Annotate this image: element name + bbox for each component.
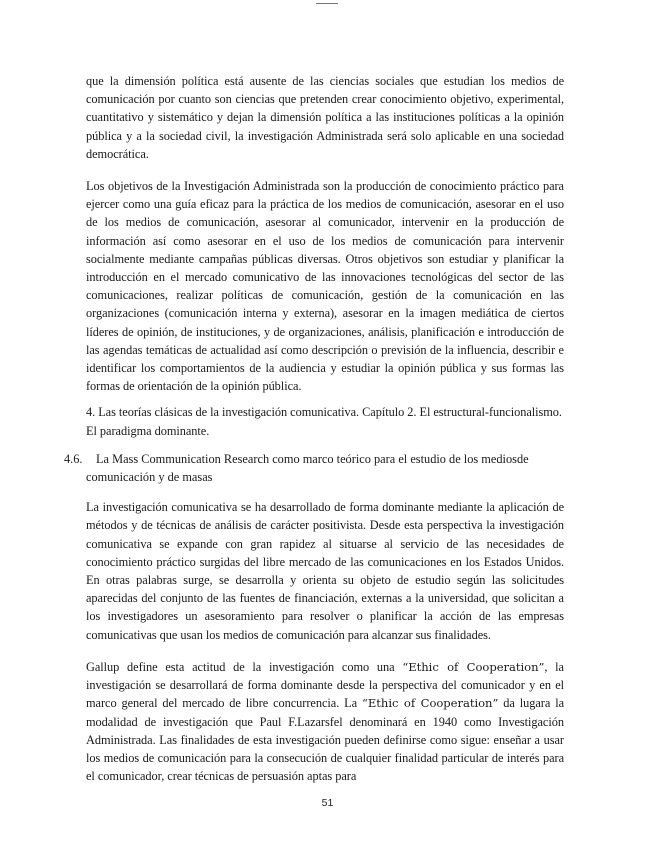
page-number: 51 [321, 797, 334, 809]
paragraph-1: que la dimensión política está ausente de las ciencias sociales que estudian los medios de comunicación por cuanto son ciencias que pretenden crear conocimiento objetivo, experimental, cuantitativo y sistemático y dejan la dimensión política a las instituciones políticas a la opinión pública y a la sociedad civil, la investigación Administrada será solo aplicable en una sociedad democrática. [86, 74, 564, 161]
body-text [64, 72, 564, 785]
chapter-reference: 4. Las teorías clásicas de la investigación comunicativa. Capítulo 2. El estructural-funcionalismo. El paradigma dominante. [86, 405, 562, 438]
section-number: 4.6. [64, 451, 83, 466]
section-title: La Mass Communication Research como marco teórico para el estudio de los mediosde comunicación y de masas [86, 451, 529, 485]
section-heading [64, 450, 564, 486]
paragraph-5-part-a: Gallup define esta actitud de la investigación como una [86, 659, 403, 674]
paragraph-5-part-c: da lugara la modalidad de investigación que Paul F.Lazarsfel denominará en 1940 como Investigación Administrada. Las finalidades de esta investigación pueden definirse como sigue: enseñar a usar los medios de comunicación para la consecución de cualquier finalidad particular de interés para el comunicador, crear técnicas de persuasión aptas para [86, 696, 564, 784]
ethic-of-cooperation-term-2: “Ethic of Cooperation” [362, 696, 499, 711]
header-rule [316, 0, 338, 4]
paragraph-5-part-b: , la investigación se desarrollará de forma dominante desde la perspectiva del comunicador y en el marco general del mercado de libre concurrencia. La [86, 659, 564, 711]
ethic-of-cooperation-term: “Ethic of Cooperation” [402, 659, 545, 674]
paragraph-4: La investigación comunicativa se ha desarrollado de forma dominante mediante la aplicación de métodos y de técnicas de análisis de carácter positivista. Desde esta perspectiva la investigación comunicativa se expande con gran rapidez al situarse al servicio de las necesidades de conocimiento práctico surgidas del libre mercado de las comunicaciones en los Estados Unidos. En otras palabras surge, se desarrolla y orienta su objeto de estudio según las solicitudes aparecidas del conjunto de las fuentes de financiación, externas a la universidad, que solicitan a los investigadores un asesoramiento para resolver o planificar la acción de las empresas comunicativas que usan los medios de comunicación para alcanzar sus finalidades. [86, 500, 564, 642]
paragraph-2: Los objetivos de la Investigación Administrada son la producción de conocimiento práctico para ejercer como una guía eficaz para la práctica de los medios de comunicación, asesorar en el uso de los medios de comunicación, asesorar al comunicador, intervenir en la producción de información así como asesorar en el uso de los medios de comunicación para intervenir socialmente mediante campañas públicas diversas. Otros objetivos son estudiar y planificar la introducción en el mercado comunicativo de las innovaciones tecnológicas del sector de las comunicaciones, realizar políticas de comunicación, gestión de la comunicación en las organizaciones (comunicación interna y externa), asesorar en la imagen mediática de ciertos líderes de opinión, de instituciones, y de organizaciones, análisis, planificación e introducción de las agendas temáticas de actualidad así como descripción o previsión de la influencia, describir e identificar los comportamientos de la audiencia y estudiar la opinión pública y sus formas las formas de orientación de la opinión pública. [86, 179, 564, 394]
paragraph-5 [86, 658, 564, 785]
